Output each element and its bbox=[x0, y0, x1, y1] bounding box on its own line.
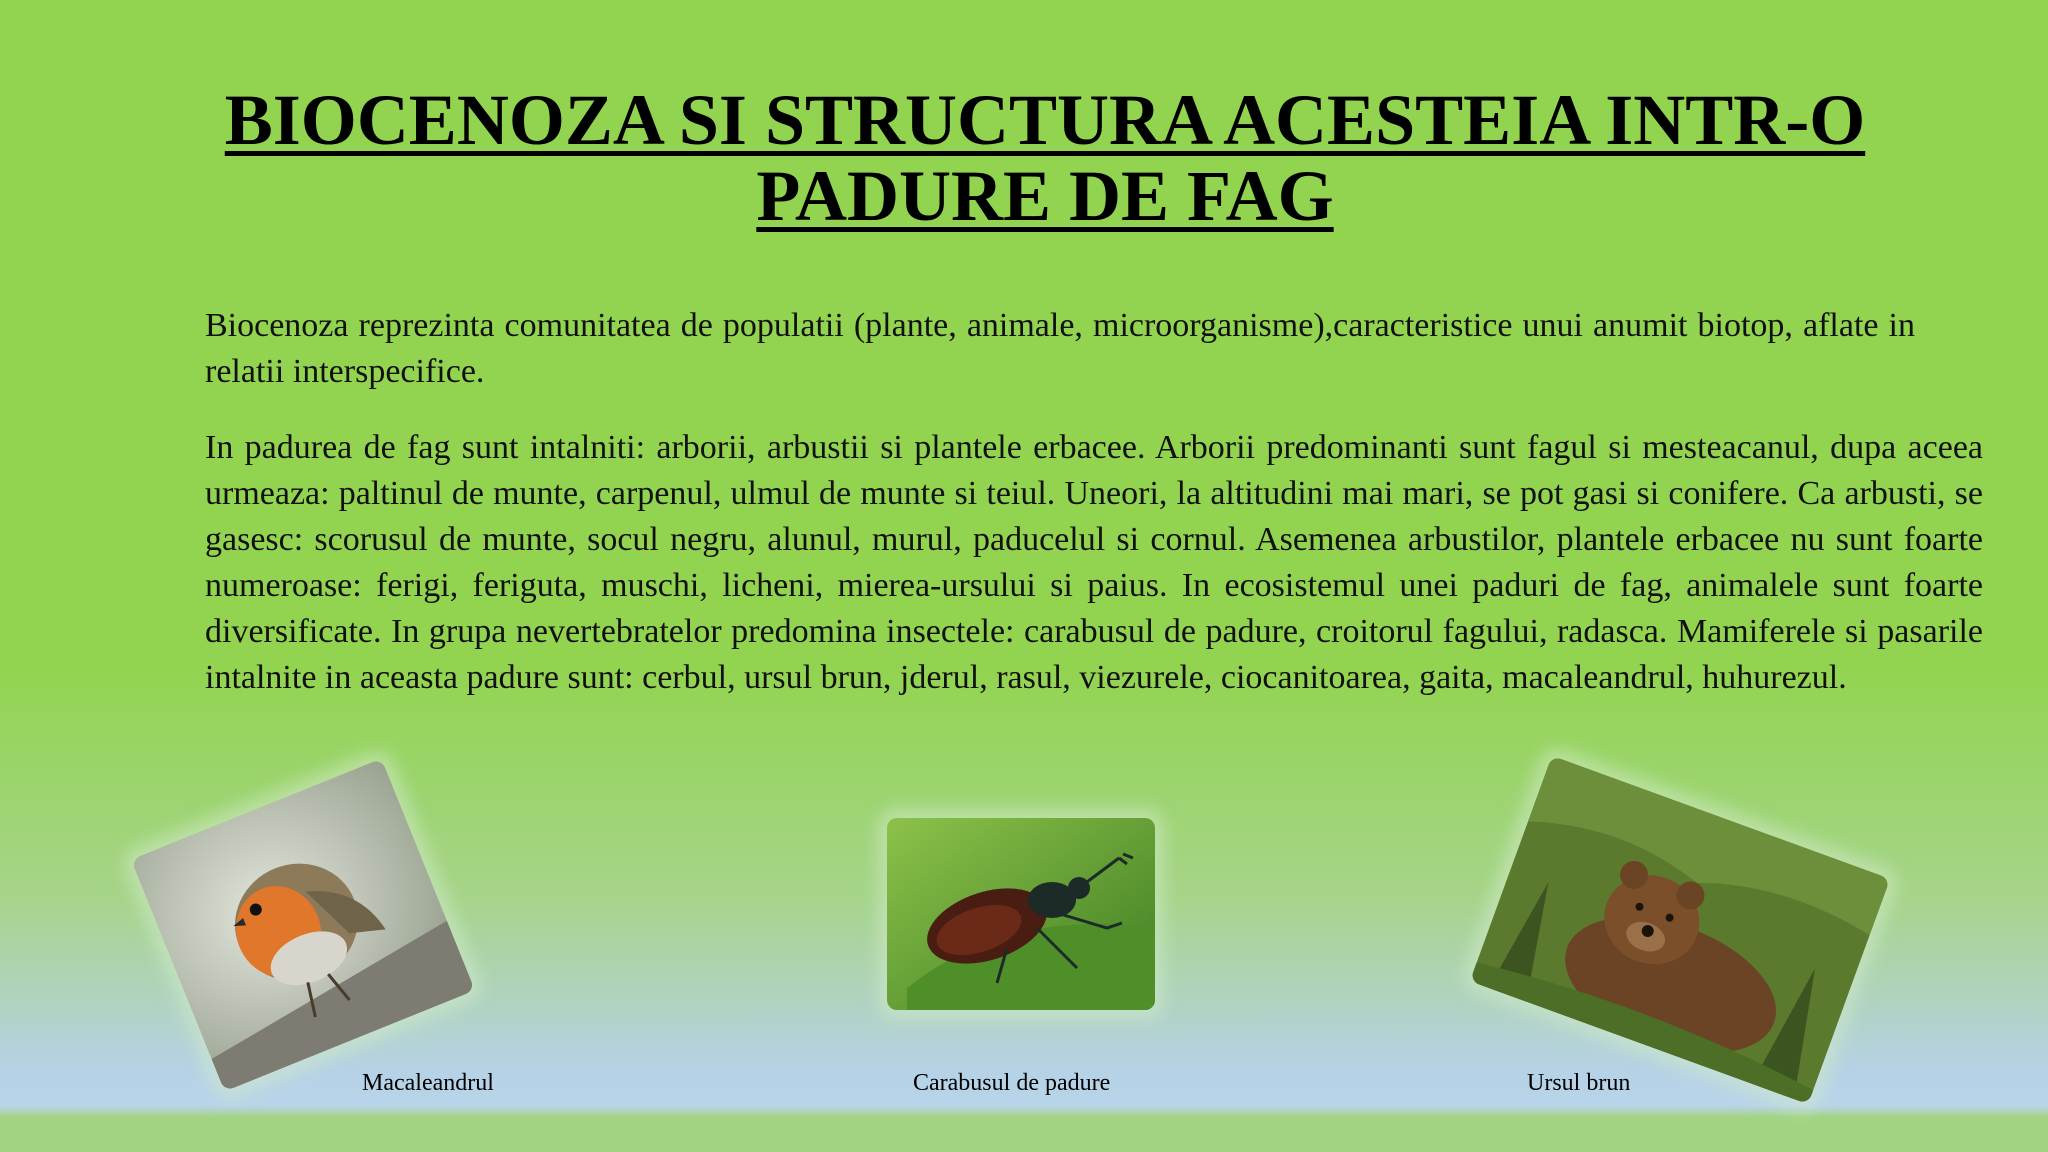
beetle-icon bbox=[887, 818, 1155, 1010]
biocenosis-definition: Biocenoza reprezinta comunitatea de populatii (plante, animale, microorganisme),caracteristice unui anumit biotop, aflate in relatii interspecifice. bbox=[205, 307, 1915, 390]
bear-caption: Ursul brun bbox=[1527, 1070, 1631, 1096]
robin-photo bbox=[131, 759, 475, 1092]
beech-forest-description: In padurea de fag sunt intalniti: arborii, arbustii si plantele erbacee. Arborii predominanti sunt fagul si mesteacanul, dupa aceea urmeaza: paltinul de munte, carpenul, ulmul de munte si teiul. Uneori, la altitudini mai mari, se pot gasi si conifere. Ca arbusti, se gasesc: scorusul de munte, socul negru, alunul, murul, paducelul si cornul. Asemenea arbustilor, plantele erbacee nu sunt foarte numeroase: ferigi, feriguta, muschi, licheni, mierea-ursului si paius. In ecosistemul unei paduri de fag, animalele sunt foarte diversificate. In grupa nevertebratelor predomina insectele: carabusul de padure, croitorul fagului, radasca. Mamiferele si pasarile intalnite in aceasta padure sunt: cerbul, ursul brun, jderul, rasul, viezurele, ciocanitoarea, gaita, macaleandrul, huhurezul. bbox=[205, 429, 1983, 696]
bear-photo bbox=[1470, 756, 1890, 1105]
slide-title: BIOCENOZA SI STRUCTURA ACESTEIA INTR-O PADURE DE FAG bbox=[224, 80, 1866, 236]
beetle-caption: Carabusul de padure bbox=[913, 1070, 1111, 1096]
robin-caption: Macaleandrul bbox=[362, 1070, 494, 1096]
bear-icon bbox=[1470, 756, 1890, 1105]
beetle-photo bbox=[887, 818, 1155, 1010]
robin-icon bbox=[131, 759, 475, 1092]
